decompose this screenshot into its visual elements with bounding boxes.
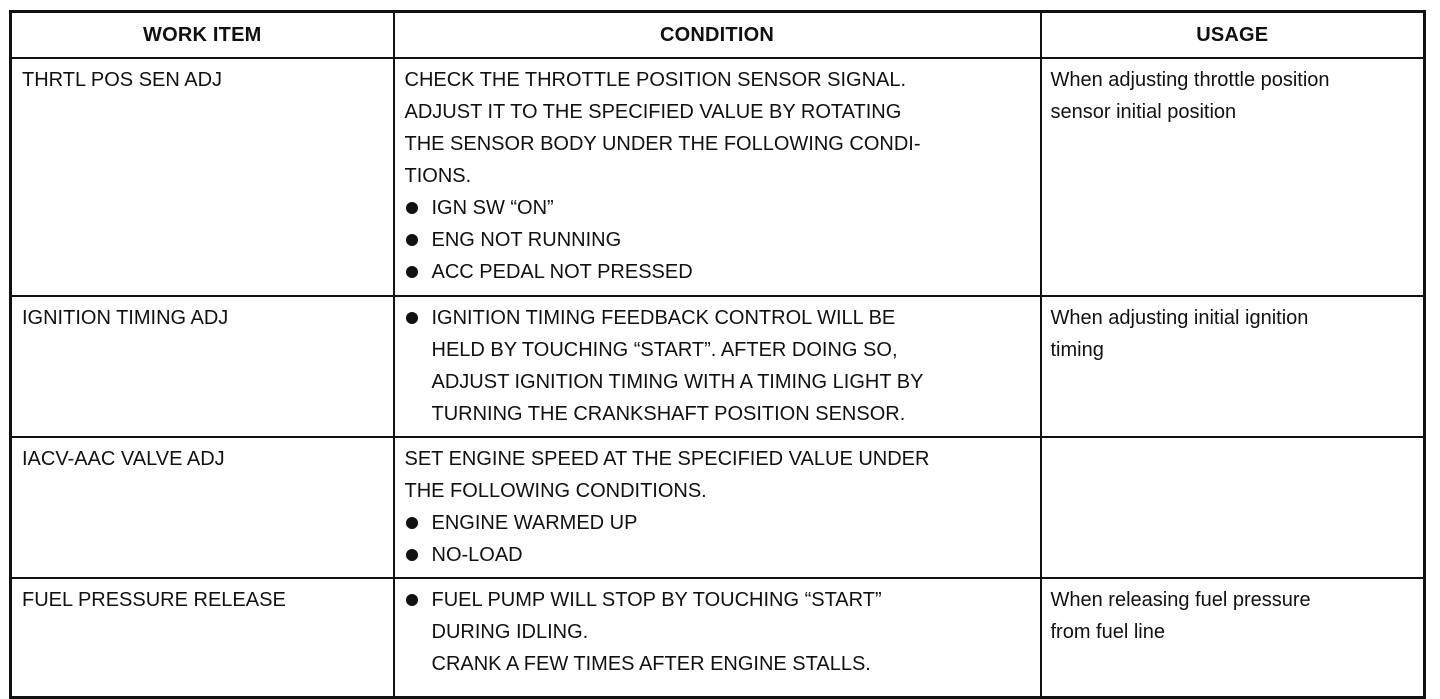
header-work-item: WORK ITEM	[11, 12, 394, 59]
work-item-cell	[11, 578, 394, 698]
condition-text-line: SET ENGINE SPEED AT THE SPECIFIED VALUE UNDER	[404, 448, 930, 470]
work-item-cell	[11, 296, 394, 437]
bullet-text: FUEL PUMP WILL STOP BY TOUCHING “START”	[431, 589, 882, 611]
condition-bullet-item	[405, 302, 1030, 334]
condition-continuation-line: DURING IDLING.	[431, 621, 589, 643]
bullet-icon	[406, 549, 418, 561]
condition-continuation-line: CRANK A FEW TIMES AFTER ENGINE STALLS.	[431, 653, 871, 675]
bullet-text: IGN SW “ON”	[431, 197, 554, 219]
work-support-table	[9, 10, 1426, 699]
table-row	[11, 296, 1425, 437]
condition-bullet-item	[405, 256, 1030, 288]
bullet-icon	[406, 594, 418, 606]
bullet-text: NO-LOAD	[431, 544, 523, 566]
condition-continuation-line: TURNING THE CRANKSHAFT POSITION SENSOR.	[431, 403, 906, 425]
condition-continuation-line: HELD BY TOUCHING “START”. AFTER DOING SO,	[431, 339, 898, 361]
usage-text-line: When releasing fuel pressure	[1050, 589, 1311, 611]
usage-text-line: When adjusting initial ignition	[1050, 307, 1309, 329]
header-condition: CONDITION	[394, 12, 1041, 59]
usage-cell	[1041, 578, 1425, 698]
condition-bullet-item	[405, 224, 1030, 256]
condition-cell	[394, 58, 1041, 296]
condition-text-line: THE FOLLOWING CONDITIONS.	[404, 480, 707, 502]
condition-continuation-line: ADJUST IGNITION TIMING WITH A TIMING LIGHT BY	[431, 371, 924, 393]
condition-text-line: CHECK THE THROTTLE POSITION SENSOR SIGNAL.	[404, 69, 907, 91]
bullet-text: ENG NOT RUNNING	[431, 229, 622, 251]
work-item-label: FUEL PRESSURE RELEASE	[22, 589, 286, 611]
usage-text-line: When adjusting throttle position	[1050, 69, 1330, 91]
usage-cell	[1041, 437, 1425, 578]
condition-text-line: THE SENSOR BODY UNDER THE FOLLOWING CONDI-	[404, 133, 921, 155]
condition-bullet-item	[405, 507, 1030, 539]
condition-cell	[394, 578, 1041, 698]
condition-bullet-item	[405, 192, 1030, 224]
bullet-icon	[406, 234, 418, 246]
bullet-text: IGNITION TIMING FEEDBACK CONTROL WILL BE	[431, 307, 896, 329]
usage-text-line: timing	[1050, 339, 1104, 361]
bullet-icon	[406, 202, 418, 214]
work-item-label: IGNITION TIMING ADJ	[22, 307, 229, 329]
table-row	[11, 58, 1425, 296]
work-item-cell	[11, 437, 394, 578]
condition-cell	[394, 296, 1041, 437]
condition-bullet-item	[405, 584, 1030, 616]
work-item-label: IACV-AAC VALVE ADJ	[22, 448, 225, 470]
header-usage: USAGE	[1041, 12, 1425, 59]
usage-cell	[1041, 58, 1425, 296]
bullet-text: ENGINE WARMED UP	[431, 512, 638, 534]
table-row	[11, 437, 1425, 578]
bullet-text: ACC PEDAL NOT PRESSED	[431, 261, 693, 283]
table-row	[11, 578, 1425, 698]
bullet-icon	[406, 312, 418, 324]
condition-cell	[394, 437, 1041, 578]
work-item-cell	[11, 58, 394, 296]
usage-text-line: sensor initial position	[1050, 101, 1237, 123]
bullet-icon	[406, 266, 418, 278]
work-item-label: THRTL POS SEN ADJ	[22, 69, 223, 91]
bullet-icon	[406, 517, 418, 529]
usage-text-line: from fuel line	[1050, 621, 1165, 643]
condition-text-line: TIONS.	[404, 165, 472, 187]
condition-text-line: ADJUST IT TO THE SPECIFIED VALUE BY ROTATING	[404, 101, 902, 123]
condition-bullet-item	[405, 539, 1030, 571]
table-header-row	[11, 12, 1425, 59]
usage-cell	[1041, 296, 1425, 437]
